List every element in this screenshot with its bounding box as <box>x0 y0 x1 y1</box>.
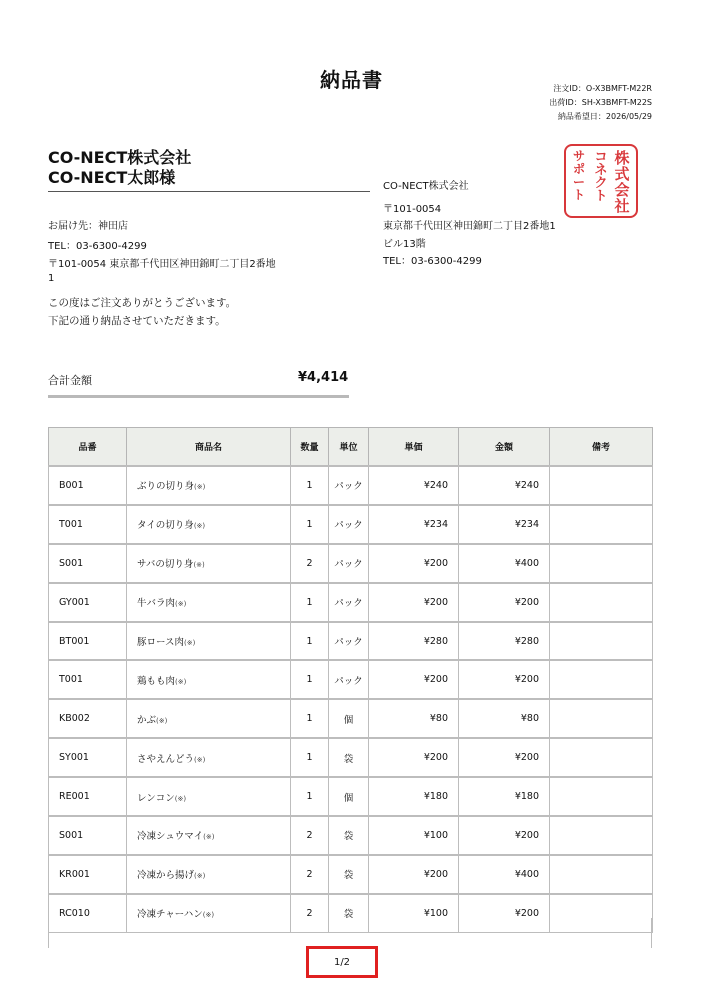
item-qty: 1 <box>291 466 329 505</box>
item-note-mark: (※) <box>174 794 187 803</box>
item-price: ¥234 <box>369 505 459 544</box>
item-unit: 個 <box>329 699 369 738</box>
item-code: S001 <box>49 544 127 583</box>
item-unit: 袋 <box>329 738 369 777</box>
item-name-text: ぶりの切り身 <box>137 481 195 493</box>
svg-text:式: 式 <box>614 165 630 183</box>
company-seal-stamp <box>564 144 638 218</box>
table-row <box>49 466 653 505</box>
item-code: KB002 <box>49 699 127 738</box>
thanks-line-2: 下記の通り納品させていただきます。 <box>48 315 226 327</box>
item-note <box>550 622 653 661</box>
item-name-text: 冷凍から揚げ <box>137 870 195 882</box>
thanks-message <box>48 294 236 330</box>
item-name-text: サバの切り身 <box>137 559 194 571</box>
svg-text:社: 社 <box>614 197 630 215</box>
item-unit: パック <box>329 583 369 622</box>
sender-address-1: 東京都千代田区神田錦町二丁目2番地1 <box>383 221 556 232</box>
item-price: ¥200 <box>369 544 459 583</box>
table-row <box>49 699 653 738</box>
svg-text:会: 会 <box>614 181 630 199</box>
sender-postal: 〒101-0054 <box>383 203 442 215</box>
item-note <box>550 855 653 894</box>
item-qty: 1 <box>291 660 329 699</box>
thanks-line-1: この度はご注文ありがとうございます。 <box>48 297 237 309</box>
item-qty: 1 <box>291 738 329 777</box>
item-note-mark: (※) <box>203 833 215 842</box>
item-unit: パック <box>329 505 369 544</box>
item-note <box>550 777 653 816</box>
item-qty: 2 <box>291 544 329 583</box>
item-qty: 2 <box>291 816 329 855</box>
item-amount: ¥180 <box>459 777 550 816</box>
item-code: T001 <box>49 505 127 544</box>
svg-text:ト: ト <box>594 189 608 204</box>
table-row <box>49 505 653 544</box>
item-note-mark: (※) <box>194 483 206 492</box>
table-row <box>49 622 653 661</box>
item-code: BT001 <box>49 622 127 661</box>
item-note <box>550 738 653 777</box>
table-header-row <box>49 428 653 467</box>
sender-name: CO-NECT株式会社 <box>383 181 469 192</box>
total-value: ¥4,414 <box>298 370 349 385</box>
item-note <box>550 544 653 583</box>
item-amount: ¥200 <box>459 894 550 932</box>
item-amount: ¥200 <box>459 660 550 699</box>
item-note <box>550 583 653 622</box>
item-name-text: かぶ <box>137 714 157 726</box>
item-name <box>127 699 291 738</box>
item-unit: 袋 <box>329 816 369 855</box>
item-note-mark: (※) <box>193 561 205 570</box>
item-name-text: 冷凍シュウマイ <box>137 831 204 843</box>
item-qty: 1 <box>291 777 329 816</box>
table-row <box>49 855 653 894</box>
item-amount: ¥200 <box>459 816 550 855</box>
header-name: 商品名 <box>127 428 291 467</box>
item-price: ¥240 <box>369 466 459 505</box>
header-price: 単価 <box>369 428 459 467</box>
item-name <box>127 777 291 816</box>
svg-text:株: 株 <box>614 149 630 167</box>
item-note-mark: (※) <box>175 677 187 686</box>
items-table <box>48 427 653 933</box>
header-qty: 数量 <box>291 428 329 467</box>
item-price: ¥180 <box>369 777 459 816</box>
customer-contact <box>48 240 278 290</box>
item-qty: 2 <box>291 894 329 932</box>
item-note <box>550 466 653 505</box>
item-name <box>127 738 291 777</box>
svg-text:ポ: ポ <box>572 162 586 176</box>
item-code: RC010 <box>49 894 127 932</box>
item-code: T001 <box>49 660 127 699</box>
item-amount: ¥234 <box>459 505 550 544</box>
item-code: KR001 <box>49 855 127 894</box>
item-name <box>127 544 291 583</box>
item-unit: 袋 <box>329 894 369 932</box>
item-note-mark: (※) <box>156 716 168 725</box>
customer-address: 〒101-0054 東京都千代田区神田錦町二丁目2番地1 <box>48 259 276 284</box>
item-unit: パック <box>329 466 369 505</box>
item-price: ¥280 <box>369 622 459 661</box>
item-price: ¥200 <box>369 738 459 777</box>
item-unit: パック <box>329 544 369 583</box>
header-unit: 単位 <box>329 428 369 467</box>
svg-text:ネ: ネ <box>594 163 608 178</box>
page-indicator[interactable]: 1/2 <box>306 946 378 978</box>
item-code: GY001 <box>49 583 127 622</box>
item-amount: ¥400 <box>459 544 550 583</box>
item-note-mark: (※) <box>184 639 196 647</box>
item-name-text: 鶏もも肉 <box>137 675 176 687</box>
total-label: 合計金額 <box>48 374 92 387</box>
item-name <box>127 466 291 505</box>
svg-text:ク: ク <box>594 176 608 191</box>
order-id: 注文ID：O-X3BMFT-M22R <box>553 84 652 93</box>
delivery-date: 納品希望日：2026/05/29 <box>557 112 652 121</box>
item-name <box>127 622 291 661</box>
item-name-text: タイの切り身 <box>137 520 194 532</box>
item-name <box>127 505 291 544</box>
item-qty: 1 <box>291 699 329 738</box>
sender-tel: TEL：03-6300-4299 <box>383 256 482 267</box>
item-qty: 1 <box>291 583 329 622</box>
item-amount: ¥200 <box>459 583 550 622</box>
table-continuation <box>48 918 652 948</box>
item-name <box>127 583 291 622</box>
item-note-mark: (※) <box>194 872 206 881</box>
item-name <box>127 855 291 894</box>
item-qty: 1 <box>291 622 329 661</box>
item-note-mark: (※) <box>175 600 187 609</box>
item-note <box>550 816 653 855</box>
customer-company: CO-NECT株式会社 <box>48 148 192 167</box>
item-name-text: 豚ロース肉 <box>137 637 185 648</box>
table-row <box>49 544 653 583</box>
item-note <box>550 660 653 699</box>
item-name-text: 牛バラ肉 <box>137 598 176 610</box>
svg-text:ト: ト <box>572 188 586 202</box>
item-unit: 個 <box>329 777 369 816</box>
item-amount: ¥400 <box>459 855 550 894</box>
table-row <box>49 738 653 777</box>
item-price: ¥200 <box>369 660 459 699</box>
header-amount: 金額 <box>459 428 550 467</box>
item-note <box>550 505 653 544</box>
item-price: ¥100 <box>369 894 459 932</box>
item-note <box>550 699 653 738</box>
table-row <box>49 777 653 816</box>
item-code: S001 <box>49 816 127 855</box>
header-note: 備考 <box>550 428 653 467</box>
item-name-text: レンコン <box>137 792 175 804</box>
item-unit: パック <box>329 660 369 699</box>
item-unit: 袋 <box>329 855 369 894</box>
item-note-mark: (※) <box>194 755 206 764</box>
table-row <box>49 816 653 855</box>
sender-block <box>383 178 556 271</box>
item-qty: 1 <box>291 505 329 544</box>
item-price: ¥100 <box>369 816 459 855</box>
svg-text:ー: ー <box>572 175 586 189</box>
shipment-id: 出荷ID：SH-X3BMFT-M22S <box>549 98 652 107</box>
total-divider <box>48 395 349 398</box>
customer-person: CO-NECT太郎様 <box>48 168 176 187</box>
item-name-text: さやえんどう <box>137 753 195 765</box>
table-row <box>49 583 653 622</box>
customer-block <box>48 148 370 192</box>
customer-tel: TEL：03-6300-4299 <box>48 241 147 252</box>
item-name-text: 冷凍チャーハン <box>137 909 203 921</box>
item-unit: パック <box>329 622 369 661</box>
svg-text:サ: サ <box>572 149 586 163</box>
table-row <box>49 660 653 699</box>
item-amount: ¥280 <box>459 622 550 661</box>
item-name <box>127 660 291 699</box>
item-price: ¥200 <box>369 583 459 622</box>
sender-address-2: ビル13階 <box>383 238 426 250</box>
item-name <box>127 816 291 855</box>
svg-text:コ: コ <box>594 150 608 165</box>
item-price: ¥80 <box>369 699 459 738</box>
item-note-mark: (※) <box>202 911 215 920</box>
item-qty: 2 <box>291 855 329 894</box>
item-code: B001 <box>49 466 127 505</box>
item-amount: ¥200 <box>459 738 550 777</box>
seal-icon <box>566 146 636 216</box>
item-price: ¥200 <box>369 855 459 894</box>
item-amount: ¥240 <box>459 466 550 505</box>
item-note-mark: (※) <box>193 522 206 531</box>
delivery-destination: お届け先：神田店 <box>48 221 128 232</box>
document-title: 納品書 <box>320 68 383 92</box>
item-code: RE001 <box>49 777 127 816</box>
item-amount: ¥80 <box>459 699 550 738</box>
header-code: 品番 <box>49 428 127 467</box>
item-code: SY001 <box>49 738 127 777</box>
